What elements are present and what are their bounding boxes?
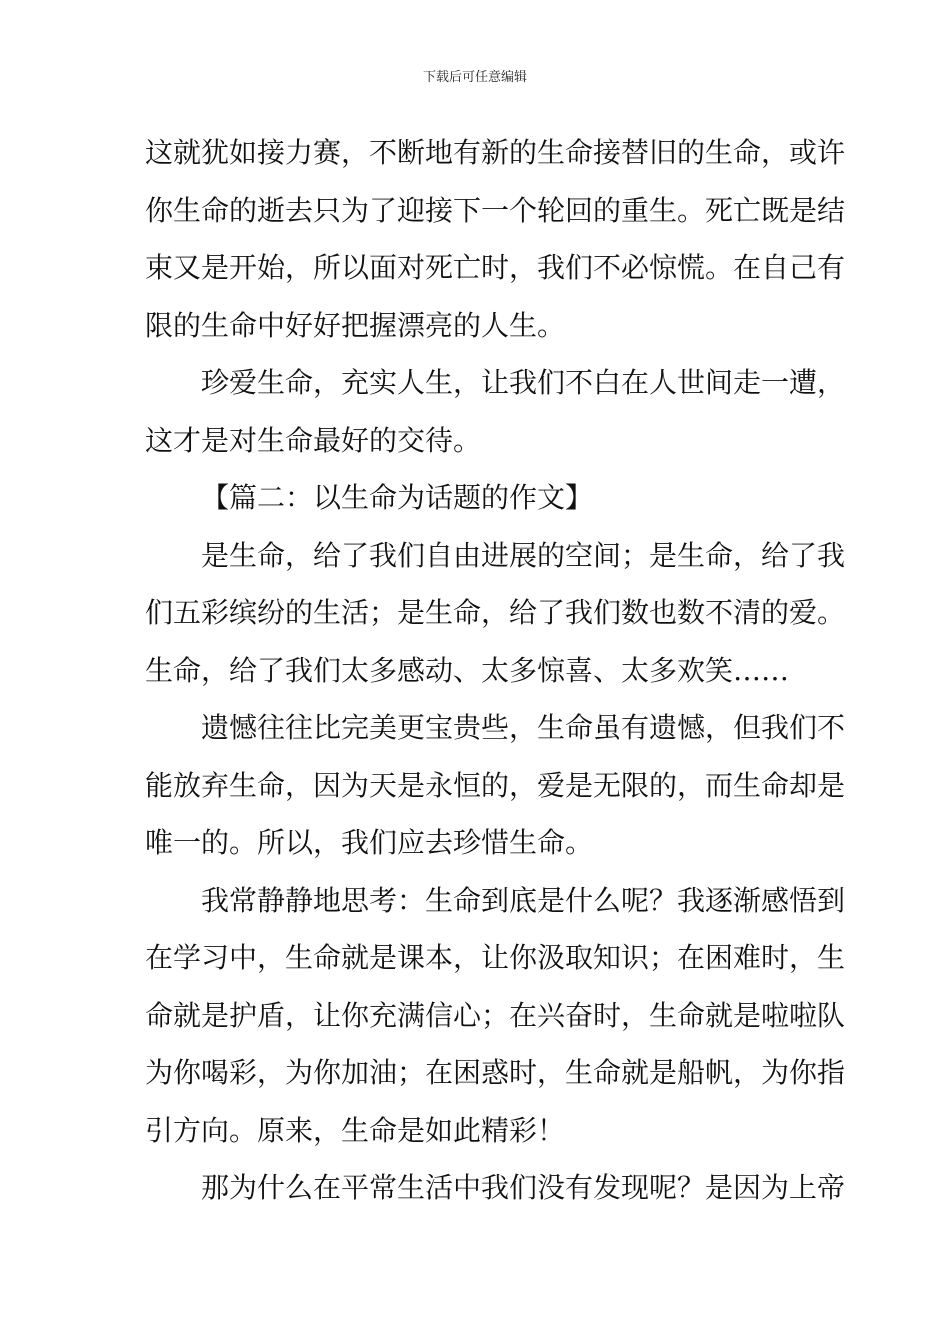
text-line: 是生命，给了我们自由进展的空间；是生命，给了我 [201, 538, 846, 572]
text-line: 生命，给了我们太多感动、太多惊喜、太多欢笑…… [145, 653, 790, 687]
text-line: 遗憾往往比完美更宝贵些，生命虽有遗憾，但我们不 [201, 711, 846, 744]
text-line: 能放弃生命，因为天是永恒的，爱是无限的，而生命却是 [145, 768, 846, 802]
text-line: 在学习中，生命就是课本，让你汲取知识；在困难时，生 [145, 941, 846, 974]
text-line: 珍爱生命，充实人生，让我们不白在人世间走一遭， [201, 366, 846, 399]
text-line: 命就是护盾，让你充满信心；在兴奋时，生命就是啦啦队 [145, 998, 846, 1032]
section-heading: 【篇二：以生命为话题的作文】 [201, 481, 594, 514]
text-line: 这就犹如接力赛，不断地有新的生命接替旧的生命，或许 [145, 136, 846, 169]
page-header: 下载后可任意编辑 [422, 70, 527, 85]
text-line: 我常静静地思考：生命到底是什么呢？我逐渐感悟到 [201, 883, 846, 917]
text-line: 那为什么在平常生活中我们没有发现呢？是因为上帝 [201, 1171, 846, 1204]
text-line: 这才是对生命最好的交待。 [145, 423, 482, 457]
text-line: 引方向。原来，生命是如此精彩！ [145, 1113, 566, 1147]
text-line: 限的生命中好好把握漂亮的人生。 [145, 308, 566, 342]
text-line: 唯一的。所以，我们应去珍惜生命。 [145, 826, 594, 859]
text-line: 为你喝彩，为你加油；在困惑时，生命就是船帆，为你指 [145, 1056, 846, 1089]
essay-body [145, 124, 846, 1217]
text-line: 你生命的逝去只为了迎接下一个轮回的重生。死亡既是结 [145, 193, 846, 227]
text-line: 们五彩缤纷的生活；是生命，给了我们数也数不清的爱。 [145, 596, 846, 629]
text-line: 束又是开始，所以面对死亡时，我们不必惊慌。在自己有 [145, 251, 846, 284]
